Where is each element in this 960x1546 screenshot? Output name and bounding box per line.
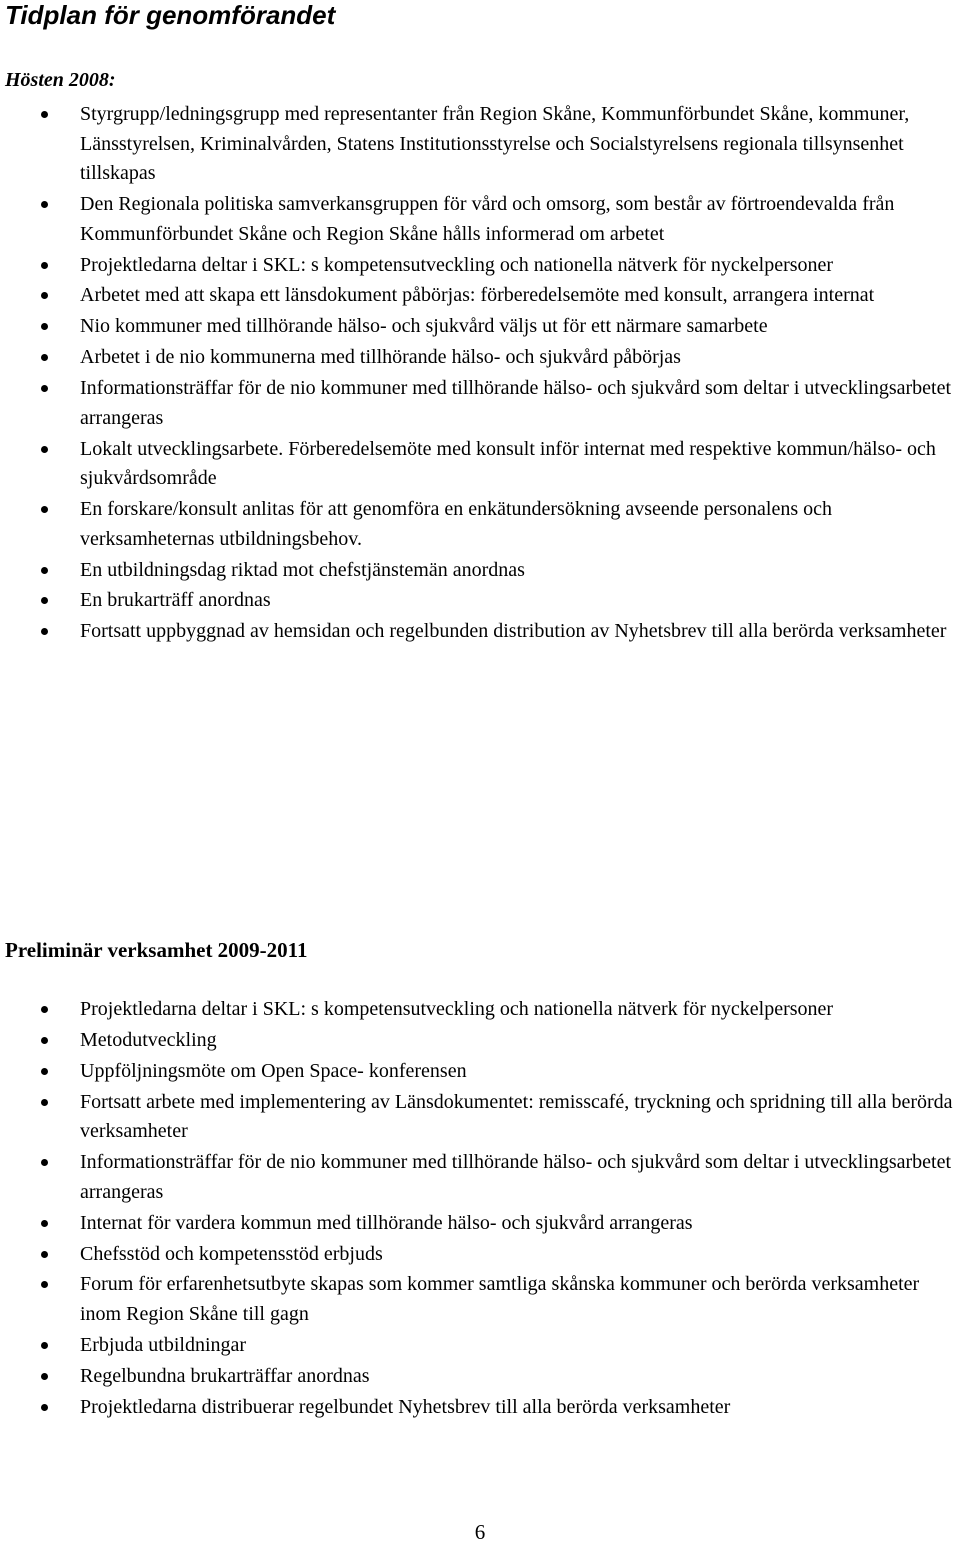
- list-item-text: Regelbundna brukarträffar anordnas: [80, 1364, 370, 1387]
- list-item-text: Den Regionala politiska samverkansgruppen för vård och omsorg, som består av förtroendevalda från Kommunförbundet Skåne och Region Skåne hålls informerad om arbetet: [80, 193, 895, 245]
- list-item: [0, 1088, 960, 1147]
- list-item: [0, 495, 960, 554]
- list-item-text: Fortsatt uppbyggnad av hemsidan och regelbunden distribution av Nyhetsbrev till alla berörda verksamheter: [80, 620, 947, 643]
- bullet-icon: [41, 385, 48, 392]
- bullet-icon: [41, 1159, 48, 1166]
- list-item-text: Informationsträffar för de nio kommuner med tillhörande hälso- och sjukvård som deltar i utvecklingsarbetet arrangeras: [80, 1151, 952, 1203]
- bullet-icon: [41, 262, 48, 269]
- list-item: [0, 556, 960, 586]
- list-item: [0, 374, 960, 433]
- list-item: [0, 1209, 960, 1239]
- bullet-icon: [41, 111, 48, 118]
- bullet-icon: [41, 1342, 48, 1349]
- list-item-text: Forum för erfarenhetsutbyte skapas som kommer samtliga skånska kommuner och berörda verksamheter inom Region Skåne till gagn: [80, 1273, 920, 1326]
- list-item-text: Fortsatt arbete med implementering av Länsdokumentet: remisscafé, tryckning och spridning till alla berörda verksamheter: [80, 1090, 953, 1143]
- bullet-icon: [41, 323, 48, 330]
- bullet-icon: [41, 1404, 48, 1411]
- bullet-icon: [41, 567, 48, 574]
- list-item: [0, 251, 960, 281]
- bullet-icon: [41, 1220, 48, 1227]
- bullet-icon: [41, 1099, 48, 1106]
- list-item-text: Projektledarna deltar i SKL: s kompetensutveckling och nationella nätverk för nyckelpersoner: [80, 253, 834, 276]
- section-2-title: Preliminär verksamhet 2009-2011: [5, 938, 308, 962]
- list-item: [0, 1026, 960, 1056]
- bullet-icon: [41, 1251, 48, 1258]
- bullet-icon: [41, 354, 48, 361]
- section-2-bullet-list: [0, 995, 960, 1424]
- bullet-icon: [41, 1037, 48, 1044]
- list-item: [0, 281, 960, 311]
- list-item: [0, 1057, 960, 1087]
- list-item: [0, 1362, 960, 1392]
- list-item-text: Erbjuda utbildningar: [80, 1333, 247, 1356]
- bullet-icon: [41, 446, 48, 453]
- bullet-icon: [41, 1281, 48, 1288]
- list-item-text: Projektledarna deltar i SKL: s kompetensutveckling och nationella nätverk för nyckelpersoner: [80, 998, 834, 1020]
- list-item: [0, 343, 960, 373]
- section-1-bullet-list: [0, 100, 960, 648]
- bullet-icon: [41, 1006, 48, 1013]
- list-item-text: Internat för vardera kommun med tillhörande hälso- och sjukvård arrangeras: [80, 1211, 693, 1234]
- list-item-text: Chefsstöd och kompetensstöd erbjuds: [80, 1242, 383, 1265]
- page-number: 6: [474, 1520, 486, 1544]
- bullet-icon: [41, 597, 48, 604]
- list-item: [0, 1393, 960, 1423]
- section-1-subtitle: Hösten 2008:: [5, 69, 116, 91]
- bullet-icon: [41, 1373, 48, 1380]
- list-item: [0, 100, 960, 189]
- list-item-text: Arbetet i de nio kommunerna med tillhörande hälso- och sjukvård påbörjas: [80, 346, 681, 369]
- list-item: [0, 1148, 960, 1207]
- list-item-text: Nio kommuner med tillhörande hälso- och sjukvård väljs ut för ett närmare samarbete: [80, 315, 768, 338]
- list-item-text: En utbildningsdag riktad mot chefstjänstemän anordnas: [80, 558, 525, 581]
- list-item: [0, 617, 960, 647]
- list-item: [0, 312, 960, 342]
- list-item-text: Arbetet med att skapa ett länsdokument påbörjas: förberedelsemöte med konsult, arrangera internat: [80, 284, 875, 307]
- bullet-icon: [41, 628, 48, 635]
- list-item: [0, 435, 960, 494]
- list-item: [0, 1331, 960, 1361]
- list-item-text: Projektledarna distribuerar regelbundet Nyhetsbrev till alla berörda verksamheter: [80, 1395, 731, 1418]
- list-item: [0, 995, 960, 1025]
- list-item-text: En brukarträff anordnas: [80, 589, 271, 612]
- bullet-icon: [41, 201, 48, 208]
- list-item-text: Metodutveckling: [80, 1028, 217, 1051]
- bullet-icon: [41, 506, 48, 513]
- list-item: [0, 190, 960, 249]
- list-item: [0, 586, 960, 616]
- bullet-icon: [41, 292, 48, 299]
- list-item-text: Styrgrupp/ledningsgrupp med representanter från Region Skåne, Kommunförbundet Skåne, kommuner, Länsstyrelsen, Kriminalvården, Statens Institutionsstyrelse och Socialstyrelsens regionala tillsynsenhet tillskapas: [80, 103, 910, 185]
- list-item: [0, 1270, 960, 1329]
- list-item-text: En forskare/konsult anlitas för att genomföra en enkätundersökning avseende personalens och verksamheternas utbildningsbehov.: [80, 498, 832, 550]
- bullet-icon: [41, 1068, 48, 1075]
- list-item-text: Lokalt utvecklingsarbete. Förberedelsemöte med konsult inför internat med respektive kommun/hälso- och sjukvårdsområde: [80, 437, 936, 490]
- page-title: Tidplan för genomförandet: [5, 0, 336, 30]
- list-item-text: Uppföljningsmöte om Open Space- konferensen: [80, 1059, 467, 1082]
- list-item-text: Informationsträffar för de nio kommuner med tillhörande hälso- och sjukvård som deltar i utvecklingsarbetet arrangeras: [80, 377, 952, 429]
- list-item: [0, 1240, 960, 1270]
